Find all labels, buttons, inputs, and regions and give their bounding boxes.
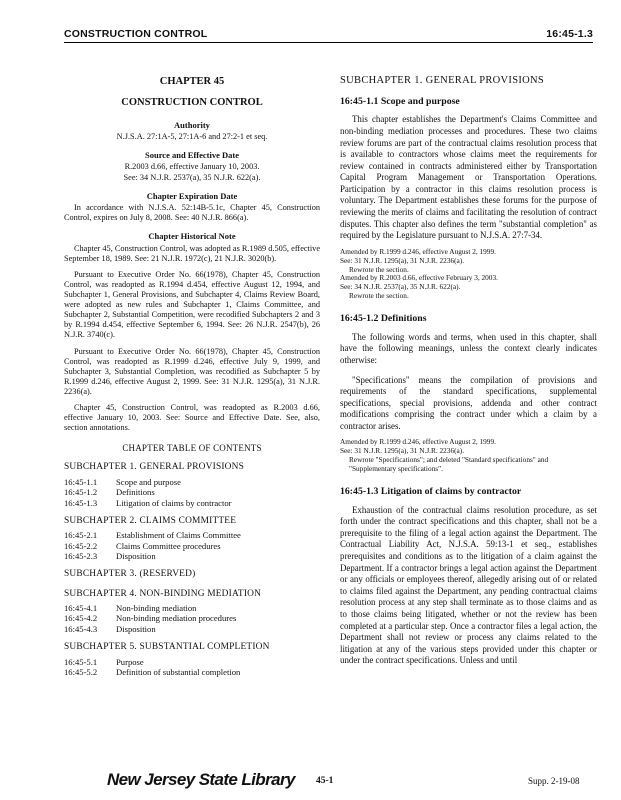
section-heading-1-1: 16:45-1.1 Scope and purpose — [340, 95, 460, 107]
toc-list-4 — [64, 603, 320, 634]
toc-row: 16:45-2.2 Claims Committee procedures — [64, 540, 221, 551]
chapter-name: CONSTRUCTION CONTROL — [121, 96, 263, 108]
toc-row: 16:45-4.3 Disposition — [64, 623, 156, 634]
authority-text: N.J.S.A. 27:1A-5, 27:1A-6 and 27:2-1 et seq. — [116, 131, 268, 141]
toc-row: 16:45-4.2 Non-binding mediation procedures — [64, 613, 237, 624]
historical-note-4: Chapter 45, Construction Control, was readopted as R.2003 d.66, effective January 10, 2003. See: Source and Effective Date. See, also, section annotations. — [64, 403, 320, 433]
running-header — [64, 28, 593, 43]
expiration-text: In accordance with N.J.S.A. 52:14B-5.1c, Chapter 45, Construction Control, expires on July 8, 2008. See: 40 N.J.R. 866(a). — [64, 203, 320, 223]
toc-subchapter-5: SUBCHAPTER 5. SUBSTANTIAL COMPLETION — [64, 642, 270, 653]
left-column — [64, 66, 320, 677]
section-1-2-history: Amended by R.1999 d.246, effective August 2, 1999. See: 31 N.J.R. 1295(a), 31 N.J.R. 2236(a). Rewrote "Specifications"; and deleted "Standard specifications" and "Supplementary specifications". — [340, 437, 549, 474]
section-heading-1-3: 16:45-1.3 Litigation of claims by contractor — [340, 486, 522, 497]
supplement-date: Supp. 2-19-08 — [528, 776, 580, 786]
toc-row: 16:45-5.1 Purpose — [64, 656, 144, 667]
header-title: CONSTRUCTION CONTROL — [64, 28, 208, 40]
toc-subchapter-1: SUBCHAPTER 1. GENERAL PROVISIONS — [64, 462, 245, 473]
toc-row: 16:45-5.2 Definition of substantial completion — [64, 666, 241, 677]
section-1-1-text: This chapter establishes the Department's Claims Committee and non-binding mediation processes and procedures. These two claims review forums are part of the contractual claims resolution process that is available to contractors whose claims meet the requirements for review contained in contracts administered either by Transportation Capital Program Management or Transportation Operations. Participation by a contractor in this claims resolution process is voluntary. The Department establishes these forums for the purpose of reviewing the merits of claims and facilitating the resolution of contract disputes. This chapter also defines the term "substantial completion" as required by the Legislature pursuant to N.J.S.A. 27:7-34. — [340, 114, 597, 241]
toc-row: 16:45-2.3 Disposition — [64, 550, 156, 561]
right-column — [340, 66, 597, 671]
section-heading-1-2: 16:45-1.2 Definitions — [340, 313, 427, 325]
section-1-1-history: Amended by R.1999 d.246, effective August 2, 1999. See: 31 N.J.R. 1295(a), 31 N.J.R. 2236(a). Rewrote the section. Amended by R.2003 d.66, effective February 3, 2003. See: 34 N.J.R. 2537(a), 35 N.J.R. 622(a). Rewrote the section. — [340, 246, 498, 301]
library-logo-text: New Jersey State Library — [107, 770, 295, 789]
header-section-number: 16:45-1.3 — [546, 28, 593, 40]
toc-row: 16:45-4.1 Non-binding mediation — [64, 603, 197, 614]
source-line-1: R.2003 d.66, effective January 10, 2003. — [124, 162, 260, 172]
toc-list-1 — [64, 477, 320, 508]
toc-row: 16:45-1.3 Litigation of claims by contractor — [64, 497, 232, 508]
source-line-2: See: 34 N.J.R. 2537(a), 35 N.J.R. 622(a). — [123, 172, 261, 182]
historical-note-1: Chapter 45, Construction Control, was adopted as R.1989 d.505, effective September 18, 1989. See: 21 N.J.R. 1972(c), 21 N.J.R. 3020(b). — [64, 243, 320, 263]
historical-note-2: Pursuant to Executive Order No. 66(1978), Chapter 45, Construction Control, was readopted as R.1994 d.454, effective August 12, 1994, and Subchapter 1, General Provisions, and Subchapter 4, Claims Review Board, were adopted as new rules and Subchapter 1, Claims Committee, and Subchapter 2, Substantial Competition, were recodified Subchapters 2 and 3 by R.1994 d.454, effective September 6, 1994. See: 26 N.J.R. 2547(b), 26 N.J.R. 3740(c). — [64, 269, 320, 340]
toc-subchapter-4: SUBCHAPTER 4. NON-BINDING MEDIATION — [64, 588, 262, 599]
authority-heading: Authority — [174, 119, 210, 130]
toc-subchapter-2: SUBCHAPTER 2. CLAIMS COMMITTEE — [64, 515, 237, 526]
section-1-3-text: Exhaustion of the contractual claims resolution procedure, as set forth under the contract specifications and this chapter, shall not be a prerequisite to the filing of a legal action against the Department. The Contractual Liability Act, N.J.S.A. 59:13-1 et seq., establishes prerequisites and conditions as to the litigation of a claim against the Department. If a contractor brings a legal action against the Department or any officials or employees thereof, allegedly arising out of or related to claims filed against the Department, any pending contractual claims resolution process at any step shall terminate as to those claims and as to those claims being litigated, whether or not the review has been completed at a particular step. Once a contractor files a legal action, the Department shall not review or process any claims related to the litigation at any of the various steps provided under this chapter or under the contract specifications. Unless and until — [340, 504, 597, 666]
toc-heading: CHAPTER TABLE OF CONTENTS — [122, 443, 262, 454]
toc-row: 16:45-1.2 Definitions — [64, 487, 155, 498]
toc-row: 16:45-1.1 Scope and purpose — [64, 476, 181, 487]
toc-list-2 — [64, 530, 320, 561]
historical-note-3: Pursuant to Executive Order No. 66(1978), Chapter 45, Construction Control, was readopted as R.1999 d.246, effective July 9, 1999, and Subchapter 3, Substantial Completion, was recodified as Subchapter 5 by R.1999 d.246, effective August 2, 1999. See: 31 N.J.R. 1295(a), 31 N.J.R. 2236(a). — [64, 346, 320, 396]
chapter-number: CHAPTER 45 — [159, 76, 225, 87]
toc-subchapter-3: SUBCHAPTER 3. (RESERVED) — [64, 569, 196, 580]
section-1-2-specifications: "Specifications" means the compilation of provisions and requirements of the standard specifications, supplemental specifications, special provisions, addenda and other contract modifications comprising the contract under which a claim by a contractor arises. — [340, 374, 597, 431]
toc-list-5 — [64, 657, 320, 678]
toc-row: 16:45-2.1 Establishment of Claims Committee — [64, 530, 241, 541]
page-number: 45-1 — [316, 776, 334, 786]
expiration-heading: Chapter Expiration Date — [146, 190, 238, 201]
source-heading: Source and Effective Date — [144, 150, 240, 161]
page-footer — [0, 770, 621, 794]
section-1-2-intro: The following words and terms, when used in this chapter, shall have the following meanings, unless the context clearly indicates otherwise: — [340, 331, 597, 365]
subchapter-heading: SUBCHAPTER 1. GENERAL PROVISIONS — [340, 75, 545, 86]
historical-note-heading: Chapter Historical Note — [148, 231, 236, 242]
